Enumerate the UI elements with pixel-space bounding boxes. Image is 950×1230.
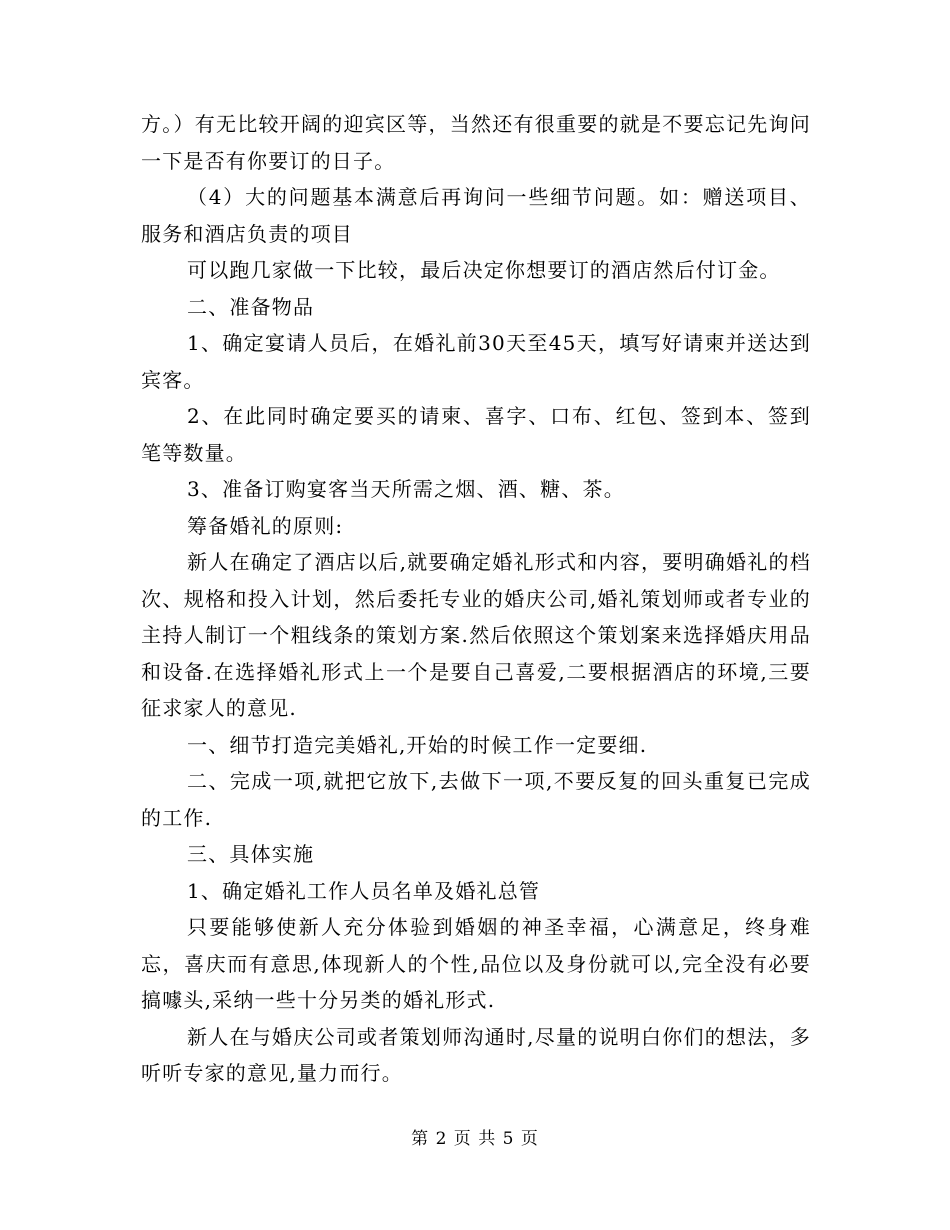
- document-body: [141, 106, 811, 1092]
- paragraph-7: 3、准备订购宴客当天所需之烟、酒、糖、茶。: [187, 477, 625, 501]
- paragraph-3: 可以跑几家做一下比较，最后决定你想要订的酒店然后付订金。: [187, 258, 781, 282]
- paragraph-2: （4）大的问题基本满意后再询问一些细节问题。如：赠送项目、服务和酒店负责的项目: [141, 185, 811, 246]
- section-heading-implementation: 三、具体实施: [187, 842, 315, 866]
- paragraph-1: 方。）有无比较开阔的迎宾区等，当然还有很重要的就是不要忘记先询问一下是否有你要订的日子。: [141, 112, 811, 173]
- paragraph-10: 一、细节打造完美婚礼,开始的时候工作一定要细.: [187, 732, 648, 757]
- paragraph-11: 二、完成一项,就把它放下,去做下一项,不要反复的回头重复已完成的工作.: [141, 769, 811, 830]
- paragraph-14: 只要能够使新人充分体验到婚姻的神圣幸福，心满意足，终身难忘，喜庆而有意思,体现新人的个性,品位以及身份就可以,完全没有必要搞噱头,采纳一些十分另类的婚礼形式.: [141, 915, 811, 1012]
- page-number-footer: 第 2 页 共 5 页: [411, 1129, 539, 1149]
- paragraph-9: 新人在确定了酒店以后,就要确定婚礼形式和内容，要明确婚礼的档次、规格和投入计划，然后委托专业的婚庆公司,婚礼策划师或者专业的主持人制订一个粗线条的策划方案.然后依照这个策划案来选择婚庆用品和设备.在选择婚礼形式上一个是要自己喜爱,二要根据酒店的环境,三要征求家人的意见.: [141, 550, 811, 720]
- paragraph-15: 新人在与婚庆公司或者策划师沟通时,尽量的说明白你们的想法，多听听专家的意见,量力而行。: [141, 1024, 811, 1085]
- paragraph-6: 2、在此同时确定要买的请柬、喜字、口布、红包、签到本、签到笔等数量。: [141, 404, 811, 465]
- section-heading-prepare-items: 二、准备物品: [187, 294, 315, 319]
- section-heading-principles: 筹备婚礼的原则:: [187, 513, 344, 538]
- paragraph-5: 1、确定宴请人员后，在婚礼前30天至45天，填写好请柬并送达到宾客。: [141, 331, 811, 392]
- paragraph-13: 1、确定婚礼工作人员名单及婚礼总管: [187, 878, 541, 903]
